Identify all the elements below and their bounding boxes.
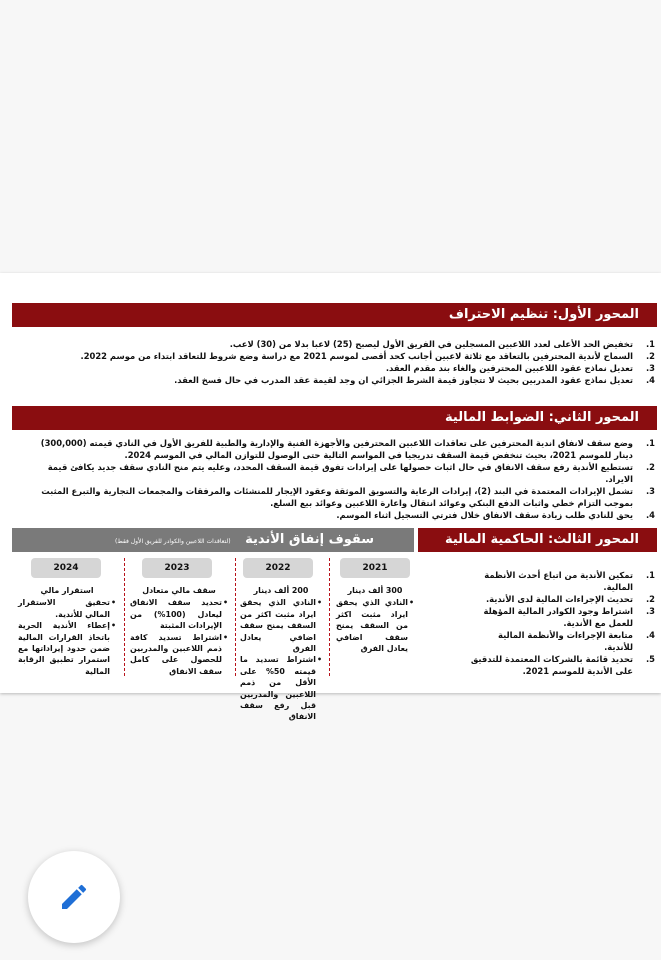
list-item: • اشتراط تسديد ما قيمته 50% على الأقل من ذمم اللاعبين والمدربين قبل رفع سقف الانفاق (240, 654, 322, 722)
ceiling-column-2024 (18, 585, 116, 677)
year-header-2021: 2021 (340, 558, 410, 578)
list-item: 3. تعديل نماذج عقود اللاعبين المحترفين والغاء بند مقدم العقد. (385, 363, 655, 373)
column-divider (235, 558, 236, 676)
edit-pencil-icon (58, 881, 90, 913)
ceiling-column-2023 (130, 585, 228, 677)
ceiling-amount: 300 ألف دينار (347, 586, 403, 595)
ceiling-column-2021 (336, 585, 414, 654)
ceilings-banner (12, 528, 414, 552)
axis1-banner (12, 303, 657, 327)
list-item: • اشتراط تسديد كافة ذمم اللاعبين والمدربين للحصول على كامل سقف الانفاق (130, 632, 228, 678)
axis1-title: المحور الأول: تنظيم الاحتراف (448, 307, 639, 322)
list-item: • النادي الذي يحقق ايراد مثبت اكثر من السقف يمنح سقف اضافي يعادل الفرق (336, 597, 414, 654)
ceiling-amount: سقف مالي متعادل (142, 586, 216, 595)
ceiling-column-2022 (240, 585, 322, 723)
list-item: 1. تمكين الأندية من اتباع أحدث الأنظمة المالية. (484, 570, 655, 592)
list-item: • تحديد سقف الانفاق ليعادل (100%) من الإيرادات المثبتة (130, 597, 228, 631)
edit-button[interactable] (28, 851, 120, 943)
axis2-list (40, 437, 655, 521)
year-header-2024: 2024 (31, 558, 101, 578)
list-item: 3. تشمل الإيرادات المعتمدة في البند (2)، إيرادات الرعاية والتسويق الموثقة وعقود الإيجار للمنشئات والمرفقات والمجمعات التجارية والتبرع المثبت بموجب التزام خطي واثبات الدفع البنكي وعوائد انتقال واعارة اللاعبين وعوائد بيع السلع. (41, 486, 655, 508)
axis1-list (40, 338, 655, 386)
list-item: 1. تخفيض الحد الأعلى لعدد اللاعبين المسجلين في الفريق الأول ليصبح (25) لاعبا بدلا من (30) لاعب. (229, 339, 655, 349)
column-divider (329, 558, 330, 676)
list-item: • تحقيق الاستقرار المالي للأندية. (18, 597, 116, 620)
ceilings-subtitle: (لتعاقدات اللاعبين والكوادر للفريق الأول فقط) (114, 538, 231, 545)
ceiling-amount: 200 ألف دينار (253, 586, 309, 595)
axis3-banner (418, 528, 657, 552)
list-item: 2. تستطيع الأندية رفع سقف الانفاق في حال اثبات حصولها على إيرادات تفوق قيمة السقف المحدد، وعليه يتم منح النادي سقف جديد يكافئ قيمة الايراد. (47, 462, 655, 484)
list-item: 4. تعديل نماذج عقود المدربين بحيث لا تتجاوز قيمة الشرط الجزائي ان وجد لقيمة عقد المدرب في حال فسخ العقد. (174, 375, 655, 385)
axis2-banner (12, 406, 657, 430)
ceilings-title: سقوف إنفاق الأندية (245, 532, 374, 547)
list-item: 3. اشتراط وجود الكوادر المالية المؤهلة للعمل مع الأندية. (483, 606, 655, 628)
document-page (0, 273, 661, 722)
axis3-list (470, 569, 655, 677)
year-header-2022: 2022 (243, 558, 313, 578)
list-item: 2. السماح لأندية المحترفين بالتعاقد مع ثلاثة لاعبين أجانب كحد أقصى لموسم 2021 مع دراسة وضع شروط للتعاقد ابتداء من موسم 2022. (80, 351, 655, 361)
list-item: 4. متابعة الإجراءات والأنظمة المالية للأندية. (498, 630, 655, 652)
list-item: 2. تحديث الإجراءات المالية لدى الأندية. (485, 594, 655, 604)
axis3-title: المحور الثالث: الحاكمية المالية (444, 532, 639, 547)
list-item: 4. يحق للنادي طلب زيادة سقف الانفاق خلال فترتي التسجيل اثناء الموسم. (336, 510, 655, 520)
list-item: • إعطاء الأندية الحرية باتخاذ القرارات المالية ضمن حدود إيراداتها مع استمرار تطبيق الرقابة المالية (18, 620, 116, 677)
list-item: 5. تحديد قائمة بالشركات المعتمدة للتدقيق على الأندية للموسم 2021. (470, 654, 655, 676)
year-header-2023: 2023 (142, 558, 212, 578)
column-divider (124, 558, 125, 676)
list-item: 1. وضع سقف لانفاق اندية المحترفين على تعاقدات اللاعبين المحترفين والأجهزة الفنية والإدارية والطبية للفريق الأول في النادي قيمته (300,000) دينار للموسم 2021، بحيث تنخفض قيمة السقف تدريجيا في المواسم التالية حتى الوصول للتوازن المالي في الموسم 2024. (40, 438, 655, 460)
list-item: • النادي الذي يحقق ايراد مثبت اكثر من السقف يمنح سقف اضافي يعادل الفرق (240, 597, 322, 654)
ceiling-amount: استقرار مالي (40, 586, 94, 595)
axis2-title: المحور الثاني: الضوابط المالية (445, 410, 639, 425)
